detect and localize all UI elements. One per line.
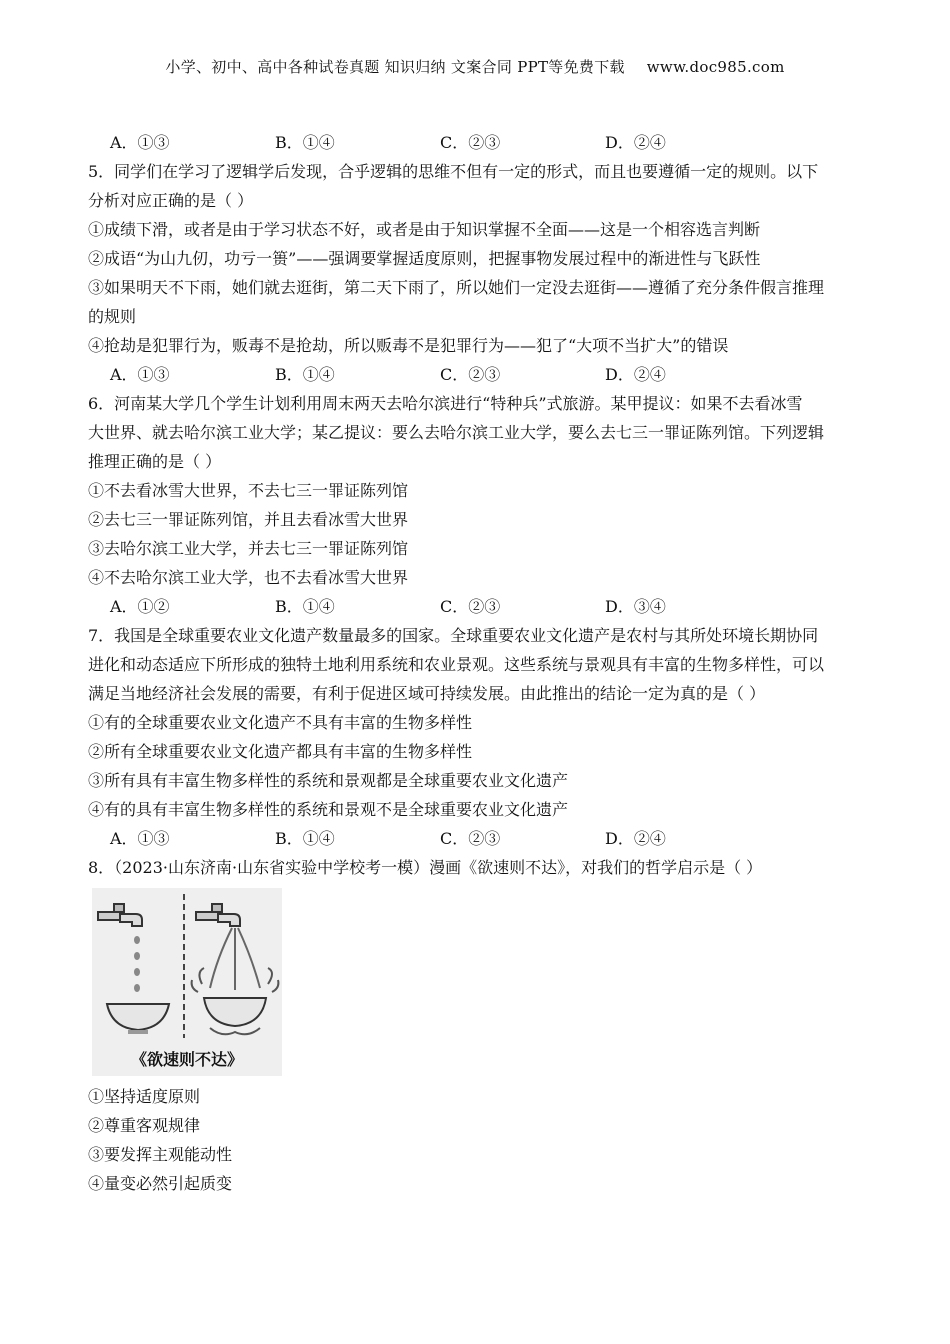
q5-option-a: A．①③: [110, 365, 170, 384]
q6-options: [88, 592, 868, 621]
q7-item: ③所有具有丰富生物多样性的系统和景观都是全球重要农业文化遗产: [88, 771, 569, 790]
page-header: [0, 56, 950, 77]
q6-item: ②去七三一罪证陈列馆，并且去看冰雪大世界: [88, 510, 409, 529]
q5-option-b: B．①④: [275, 365, 335, 384]
q6-item: ④不去哈尔滨工业大学，也不去看冰雪大世界: [88, 568, 409, 587]
q5-option-c: C．②③: [440, 365, 501, 384]
q5-item: ②成语“为山九仞，功亏一篑”——强调要掌握适度原则，把握事物发展过程中的渐进性与飞跃性: [88, 249, 761, 268]
q6-stem-line: 大世界、就去哈尔滨工业大学；某乙提议：要么去哈尔滨工业大学，要么去七三一罪证陈列馆。下列逻辑: [88, 423, 825, 442]
q8-item: ③要发挥主观能动性: [88, 1145, 233, 1164]
cartoon-figure: [92, 888, 282, 1076]
q7-option-c: C．②③: [440, 829, 501, 848]
header-text: 小学、初中、高中各种试卷真题 知识归纳 文案合同 PPT等免费下载: [165, 58, 625, 76]
q6-option-b: B．①④: [275, 597, 335, 616]
q8-item: ②尊重客观规律: [88, 1116, 201, 1135]
q5-item: 的规则: [88, 307, 137, 326]
q6-item: ③去哈尔滨工业大学，并去七三一罪证陈列馆: [88, 539, 409, 558]
q6-option-d: D．③④: [605, 597, 666, 616]
q5-options: [88, 360, 868, 389]
q7-item: ④有的具有丰富生物多样性的系统和景观不是全球重要农业文化遗产: [88, 800, 569, 819]
q5-option-d: D．②④: [605, 365, 666, 384]
q4-option-d: D．②④: [605, 133, 666, 152]
q5-item: ④抢劫是犯罪行为，贩毒不是抢劫，所以贩毒不是犯罪行为——犯了“大项不当扩大”的错误: [88, 336, 729, 355]
q7-stem-line: 进化和动态适应下所形成的独特土地利用系统和农业景观。这些系统与景观具有丰富的生物多样性，可以: [88, 655, 825, 674]
q6-stem-line: 推理正确的是（ ）: [88, 452, 222, 471]
q7-option-b: B．①④: [275, 829, 335, 848]
q7-item: ①有的全球重要农业文化遗产不具有丰富的生物多样性: [88, 713, 473, 732]
q7-stem-line: 满足当地经济社会发展的需要，有利于促进区域可持续发展。由此推出的结论一定为真的是（ ）: [88, 684, 766, 703]
cartoon-caption: 《欲速则不达》: [130, 1050, 243, 1069]
q4-option-a: A．①③: [110, 133, 170, 152]
q7-item: ②所有全球重要农业文化遗产都具有丰富的生物多样性: [88, 742, 473, 761]
q5-item: ①成绩下滑，或者是由于学习状态不好，或者是由于知识掌握不全面——这是一个相容选言判断: [88, 220, 761, 239]
q4-option-c: C．②③: [440, 133, 501, 152]
q8-item: ④量变必然引起质变: [88, 1174, 233, 1193]
q7-option-d: D．②④: [605, 829, 666, 848]
page-content: [88, 128, 868, 1198]
q5-stem-line: 分析对应正确的是（ ）: [88, 191, 254, 210]
q6-option-c: C．②③: [440, 597, 501, 616]
q8-stem-line: 8．（2023·山东济南·山东省实验中学校考一模）漫画《欲速则不达》，对我们的哲学启示是（ ）: [88, 858, 763, 877]
q8-item: ①坚持适度原则: [88, 1087, 201, 1106]
q6-item: ①不去看冰雪大世界，不去七三一罪证陈列馆: [88, 481, 409, 500]
q7-stem-line: 7．我国是全球重要农业文化遗产数量最多的国家。全球重要农业文化遗产是农村与其所处环境长期协同: [88, 626, 819, 645]
q5-stem-line: 5．同学们在学习了逻辑学后发现，合乎逻辑的思维不但有一定的形式，而且也要遵循一定的规则。以下: [88, 162, 819, 181]
header-site-link[interactable]: www.doc985.com: [646, 58, 785, 76]
q7-options: [88, 824, 868, 853]
q7-option-a: A．①③: [110, 829, 170, 848]
q6-option-a: A．①②: [110, 597, 170, 616]
q5-item: ③如果明天不下雨，她们就去逛街，第二天下雨了，所以她们一定没去逛街——遵循了充分条件假言推理: [88, 278, 825, 297]
q4-options: [88, 128, 868, 157]
q6-stem-line: 6．河南某大学几个学生计划利用周末两天去哈尔滨进行“特种兵”式旅游。某甲提议：如果不去看冰雪: [88, 394, 803, 413]
q4-option-b: B．①④: [275, 133, 335, 152]
